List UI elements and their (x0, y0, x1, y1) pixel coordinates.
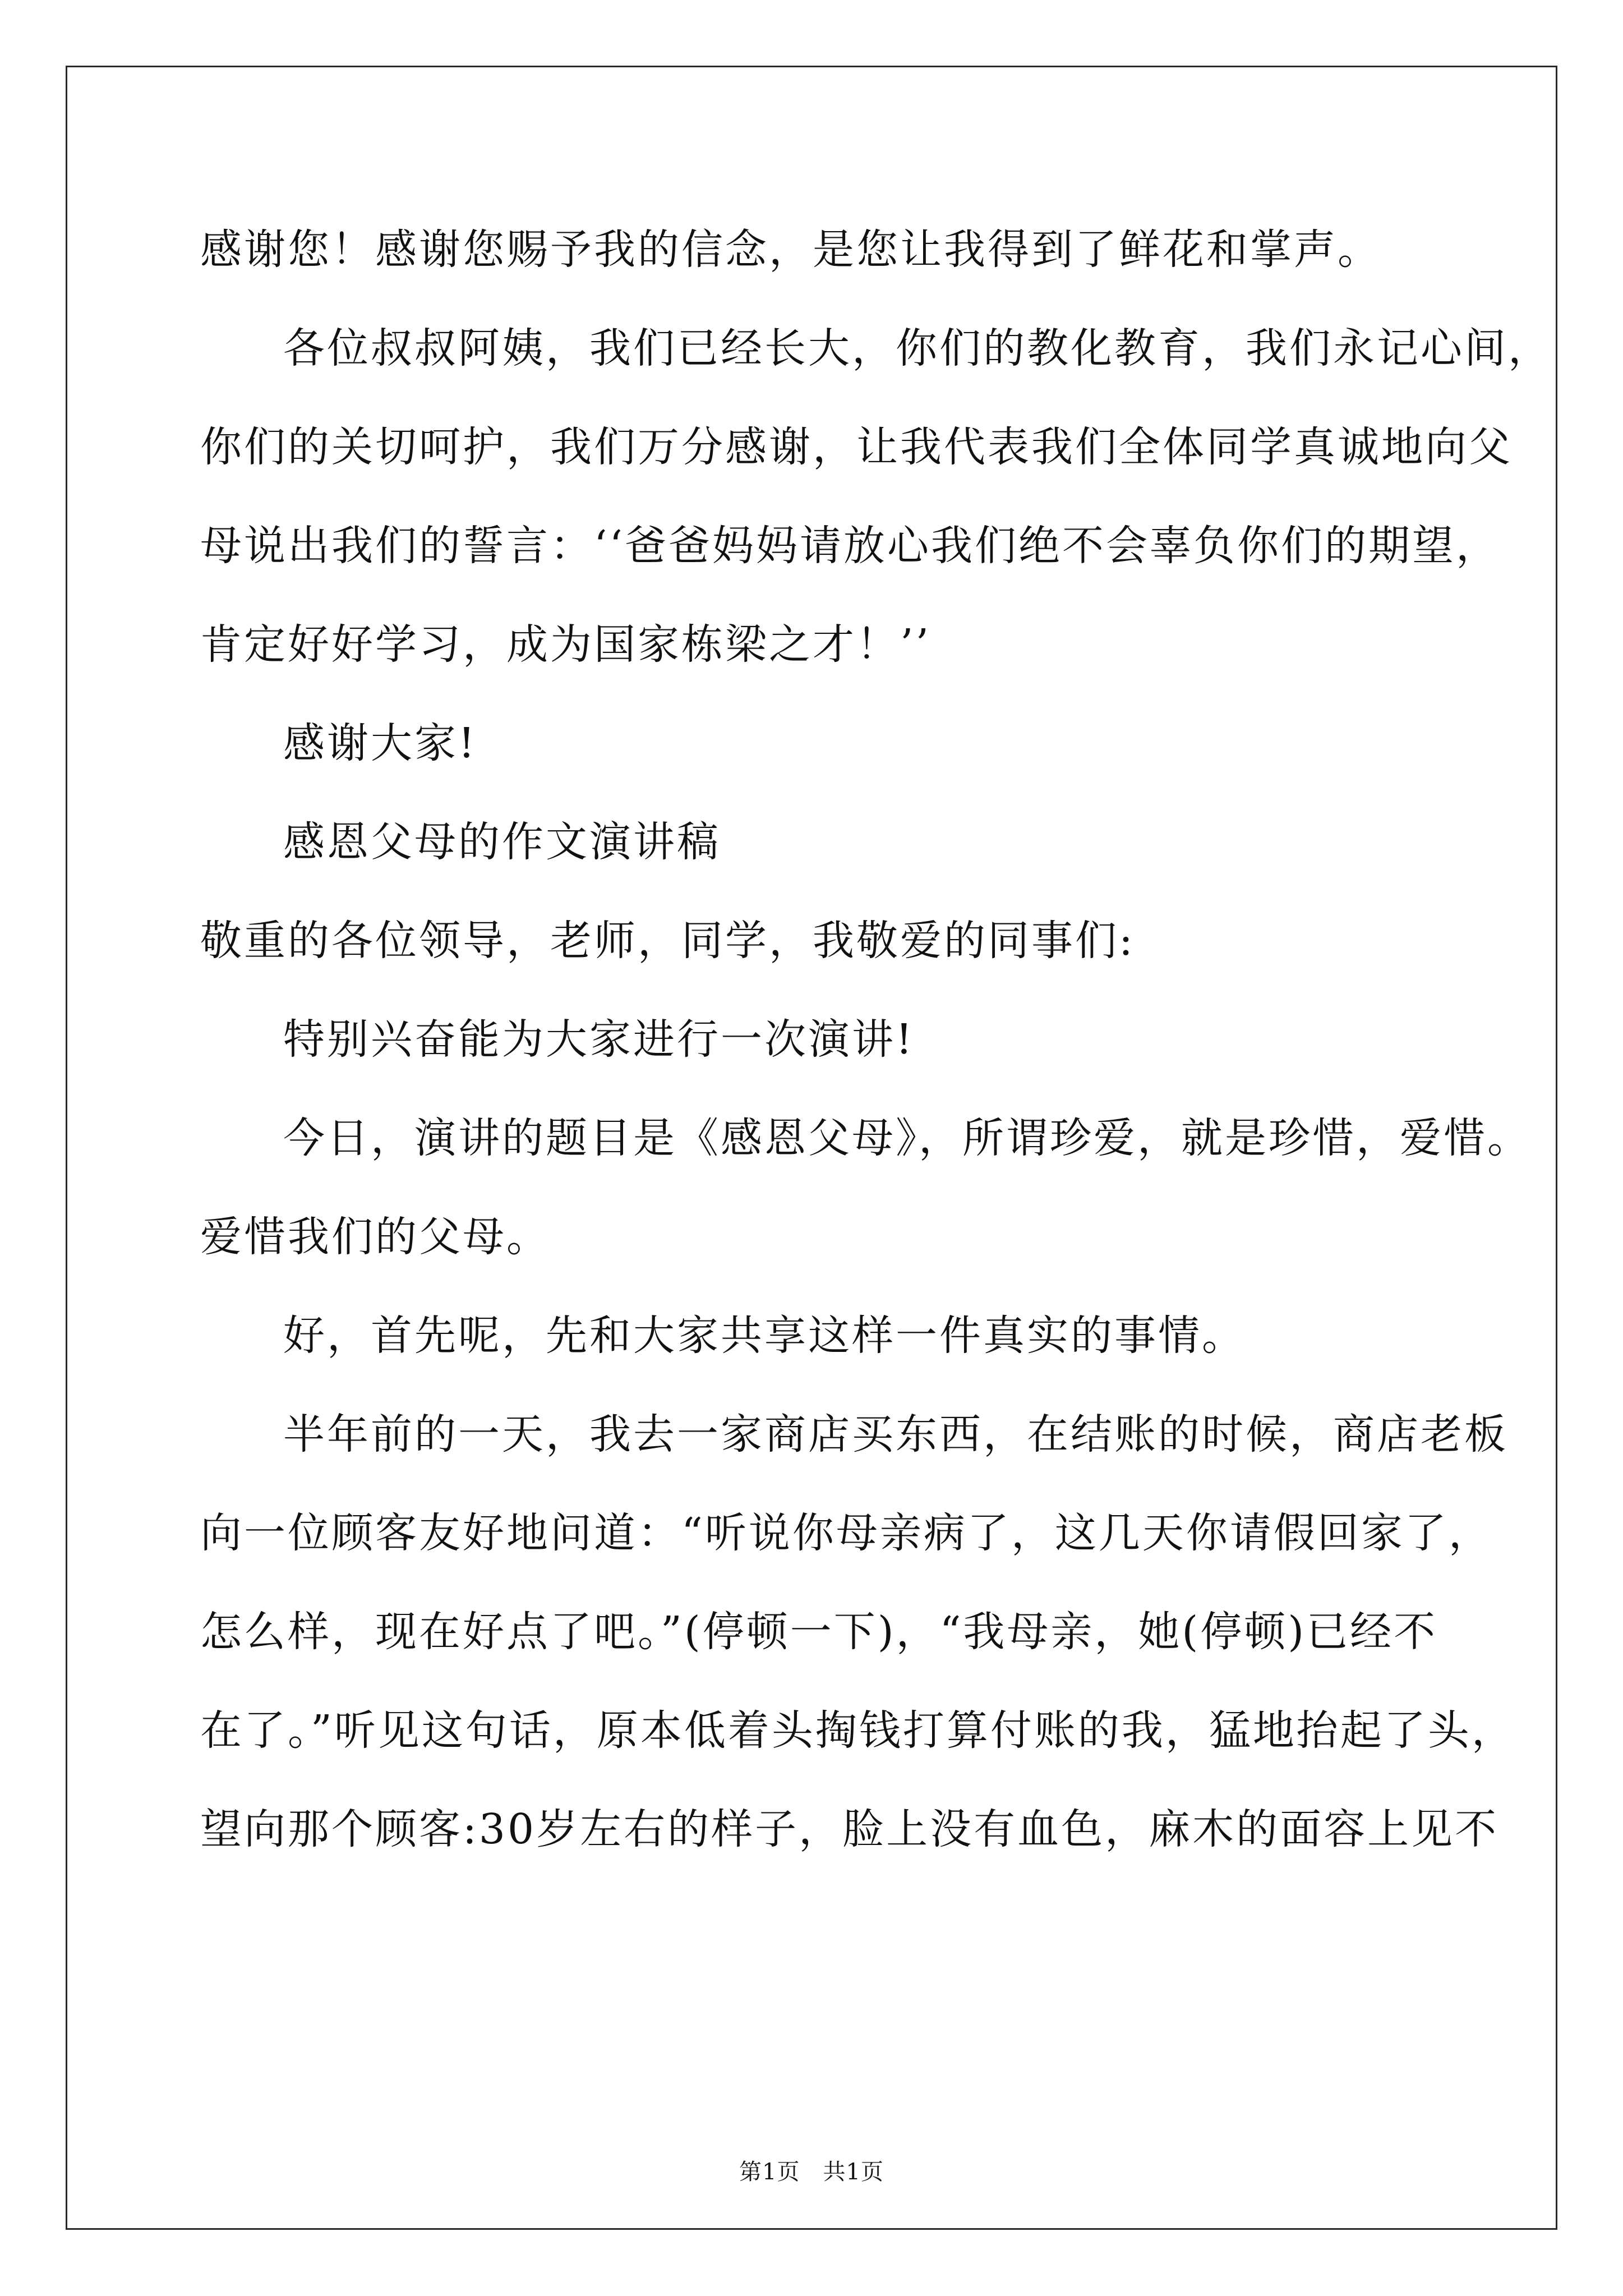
text-line: 感谢您！感谢您赐予我的信念，是您让我得到了鲜花和掌声。 (200, 226, 1381, 274)
text-line: 你们的关切呵护，我们万分感谢，让我代表我们全体同学真诚地向父 (200, 423, 1513, 471)
text-line: 母说出我们的誓言：‘‘爸爸妈妈请放心我们绝不会辜负你们的期望， (200, 522, 1500, 570)
text-line: 特别兴奋能为大家进行一次演讲! (283, 1015, 915, 1064)
text-line: 感谢大家! (283, 719, 477, 767)
page-number-footer: 第1页 共1页 (739, 2159, 884, 2185)
section-heading: 感恩父母的作文演讲稿 (283, 818, 721, 866)
text-line: 好，首先呢，先和大家共享这样一件真实的事情。 (283, 1312, 1246, 1360)
text-line: 今日，演讲的题目是《感恩父母》，所谓珍爱，就是珍惜，爱惜。 (283, 1114, 1531, 1162)
text-line: 敬重的各位领导，老师，同学，我敬爱的同事们: (200, 917, 1135, 965)
text-line: 怎么样，现在好点了吧。”(停顿一下)，“我母亲，她(停顿)已经不 (200, 1608, 1438, 1656)
text-line: 半年前的一天，我去一家商店买东西，在结账的时候，商店老板 (283, 1410, 1508, 1458)
text-line: 向一位顾客友好地问道：“听说你母亲病了，这几天你请假回家了， (200, 1509, 1492, 1557)
text-line: 肯定好好学习，成为国家栋梁之才！’’ (200, 620, 932, 669)
text-line: 在了。”听见这句话，原本低着头掏钱打算付账的我，猛地抬起了头， (200, 1706, 1515, 1755)
text-line: 各位叔叔阿姨，我们已经长大，你们的教化教育，我们永记心间， (283, 324, 1552, 372)
text-line: 望向那个顾客:30岁左右的样子，脸上没有血色，麻木的面容上见不 (200, 1805, 1499, 1853)
text-line: 爱惜我们的父母。 (200, 1213, 550, 1261)
